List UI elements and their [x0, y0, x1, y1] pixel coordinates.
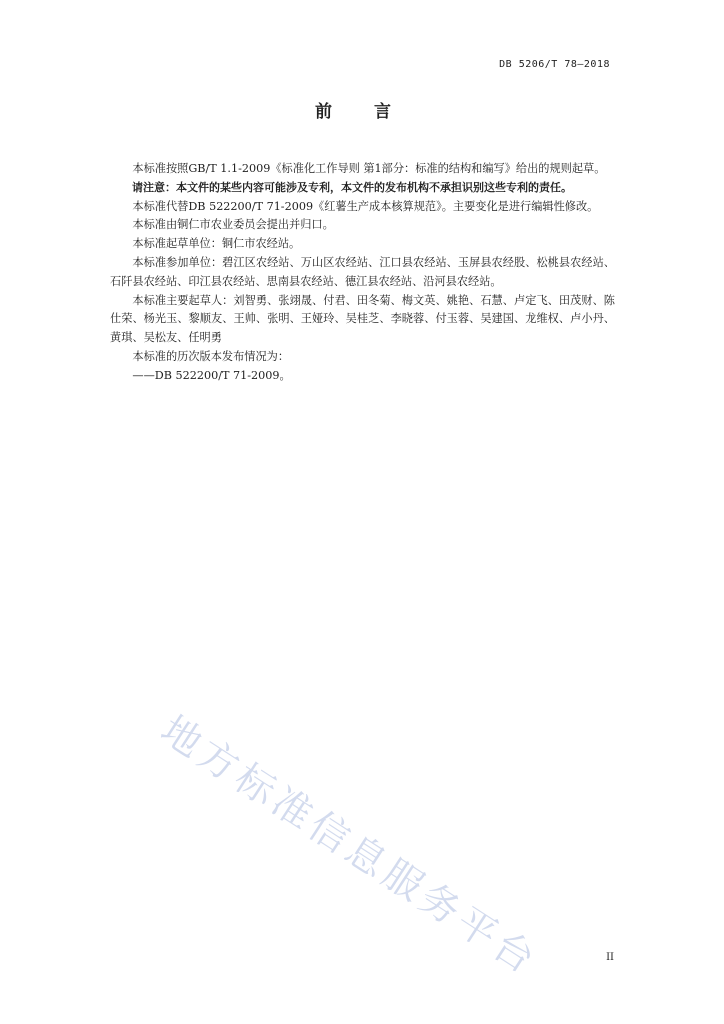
watermark: 地方标准信息服务平台 [152, 707, 547, 985]
paragraph-patent-notice: 请注意：本文件的某些内容可能涉及专利，本文件的发布机构不承担识别这些专利的责任。 [132, 180, 572, 194]
foreword-body [110, 160, 615, 386]
paragraph-proposer: 本标准由铜仁市农业委员会提出并归口。 [132, 218, 334, 232]
paragraph-participating-units: 本标准参加单位：碧江区农经站、万山区农经站、江口县农经站、玉屏县农经股、松桃县农经站、石阡县农经站、印江县农经站、思南县农经站、德江县农经站、沿河县农经站。 [110, 255, 615, 288]
paragraph-history-item: ——DB 522200/T 71-2009。 [132, 368, 291, 382]
paragraph-replaces: 本标准代替DB 522200/T 71-2009《红薯生产成本核算规范》。主要变化是进行编辑性修改。 [132, 199, 599, 213]
paragraph-drafting-unit: 本标准起草单位：铜仁市农经站。 [132, 237, 301, 251]
doc-id: DB 5206/T 78—2018 [499, 59, 610, 70]
page-title: 前 言 [315, 102, 409, 122]
page-number: II [606, 952, 614, 963]
paragraph-drafters: 本标准主要起草人：刘智勇、张翊晟、付君、田冬菊、梅文英、姚艳、石慧、卢定飞、田茂财、陈仕荣、杨光玉、黎顺友、王帅、张明、王娅玲、吴桂芝、李晓蓉、付玉蓉、吴建国、龙维权、卢小丹、黄琪、吴松友、任明勇 [110, 293, 615, 345]
paragraph-drafting-rules: 本标准按照GB/T 1.1-2009《标准化工作导则 第1部分：标准的结构和编写》给出的规则起草。 [132, 162, 606, 175]
paragraph-history-intro: 本标准的历次版本发布情况为： [132, 349, 290, 363]
